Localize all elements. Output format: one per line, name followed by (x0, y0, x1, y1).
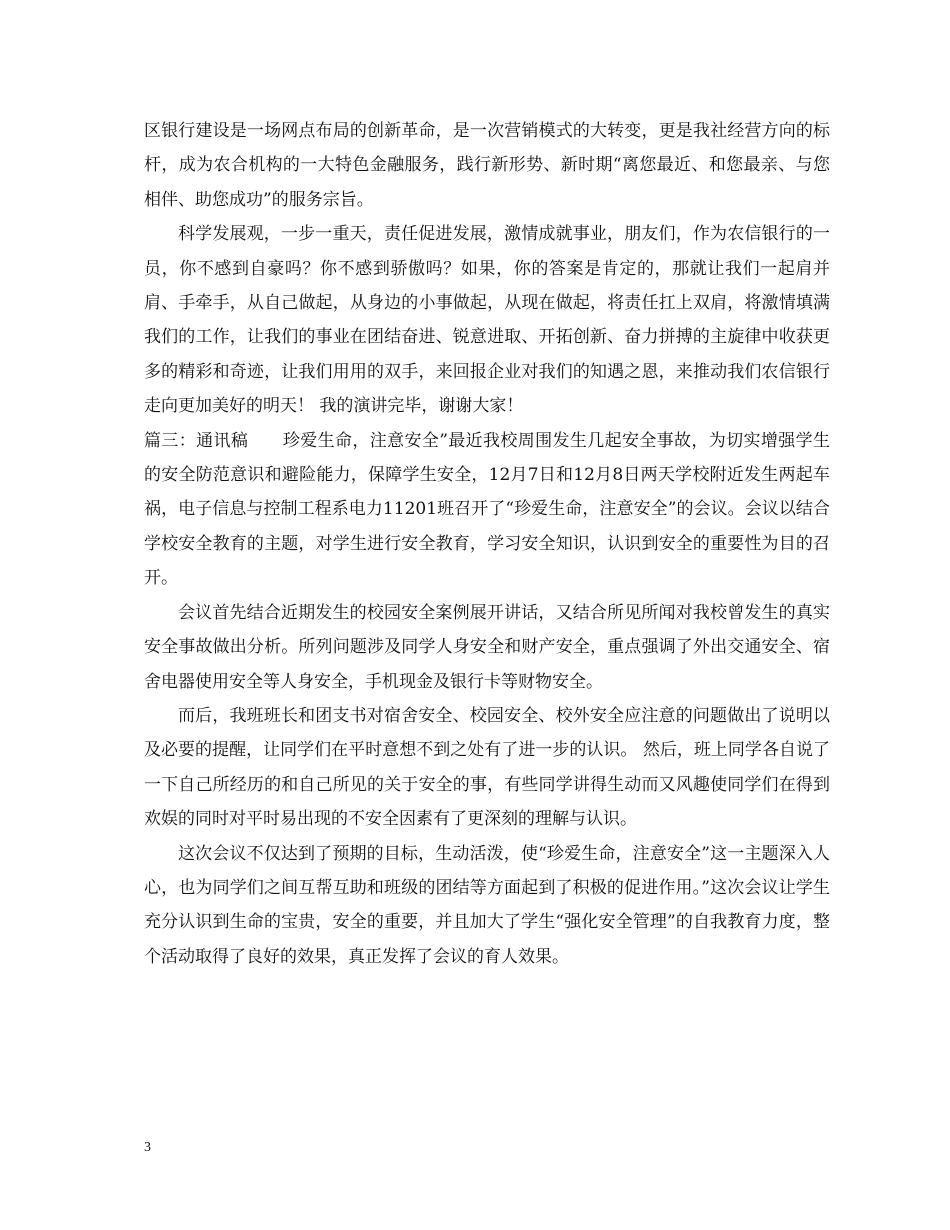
paragraph-4: 会议首先结合近期发生的校园安全案例展开讲话，又结合所见所闻对我校曾发生的真实安全事故做出分析。所列问题涉及同学人身安全和财产安全，重点强调了外出交通安全、宿舍电器使用安全等人身安全，手机现金及银行卡等财物安全。 (144, 602, 830, 692)
paragraph-5: 而后，我班班长和团支书对宿舍安全、校园安全、校外安全应注意的问题做出了说明以及必要的提醒，让同学们在平时意想不到之处有了进一步的认识。 然后，班上同学各自说了一下自己所经历的和自己所见的关于安全的事，有些同学讲得生动而又风趣使同学们在得到欢娱的同时对平时易出现的不安全因素有了更深刻的理解与认识。 (144, 705, 830, 830)
document-body (144, 114, 830, 974)
paragraph-2: 科学发展观，一步一重天，责任促进发展，激情成就事业，朋友们，作为农信银行的一员，你不感到自豪吗？你不感到骄傲吗？如果，你的答案是肯定的，那就让我们一起肩并肩、手牵手，从自己做起，从身边的小事做起，从现在做起，将责任扛上双肩，将激情填满我们的工作，让我们的事业在团结奋进、锐意进取、开拓创新、奋力拼搏的主旋律中收获更多的精彩和奇迹，让我们用用的双手，来回报企业对我们的知遇之恩，来推动我们农信银行走向更加美好的明天！ 我的演讲完毕，谢谢大家！ (144, 224, 830, 417)
paragraph-3-section-heading: 篇三：通讯稿 珍爱生命，注意安全”最近我校周围发生几起安全事故，为切实增强学生的安全防范意识和避险能力，保障学生安全，12月7日和12月8日两天学校附近发生两起车祸，电子信息与控制工程系电力11201班召开了“珍爱生命，注意安全”的会议。会议以结合学校安全教育的主题，对学生进行安全教育，学习安全知识，认识到安全的重要性为目的召开。 (144, 430, 830, 589)
paragraph-1: 区银行建设是一场网点布局的创新革命，是一次营销模式的大转变，更是我社经营方向的标杆，成为农合机构的一大特色金融服务，践行新形势、新时期“离您最近、和您最亲、与您相伴、助您成功”的服务宗旨。 (144, 121, 830, 210)
paragraph-6: 这次会议不仅达到了预期的目标，生动活泼，使“珍爱生命，注意安全”这一主题深入人心，也为同学们之间互帮互助和班级的团结等方面起到了积极的促进作用。”这次会议让学生充分认识到生命的宝贵，安全的重要，并且加大了学生“强化安全管理”的自我教育力度，整个活动取得了良好的效果，真正发挥了会议的育人效果。 (144, 843, 830, 967)
page-number: 3 (144, 1140, 151, 1155)
